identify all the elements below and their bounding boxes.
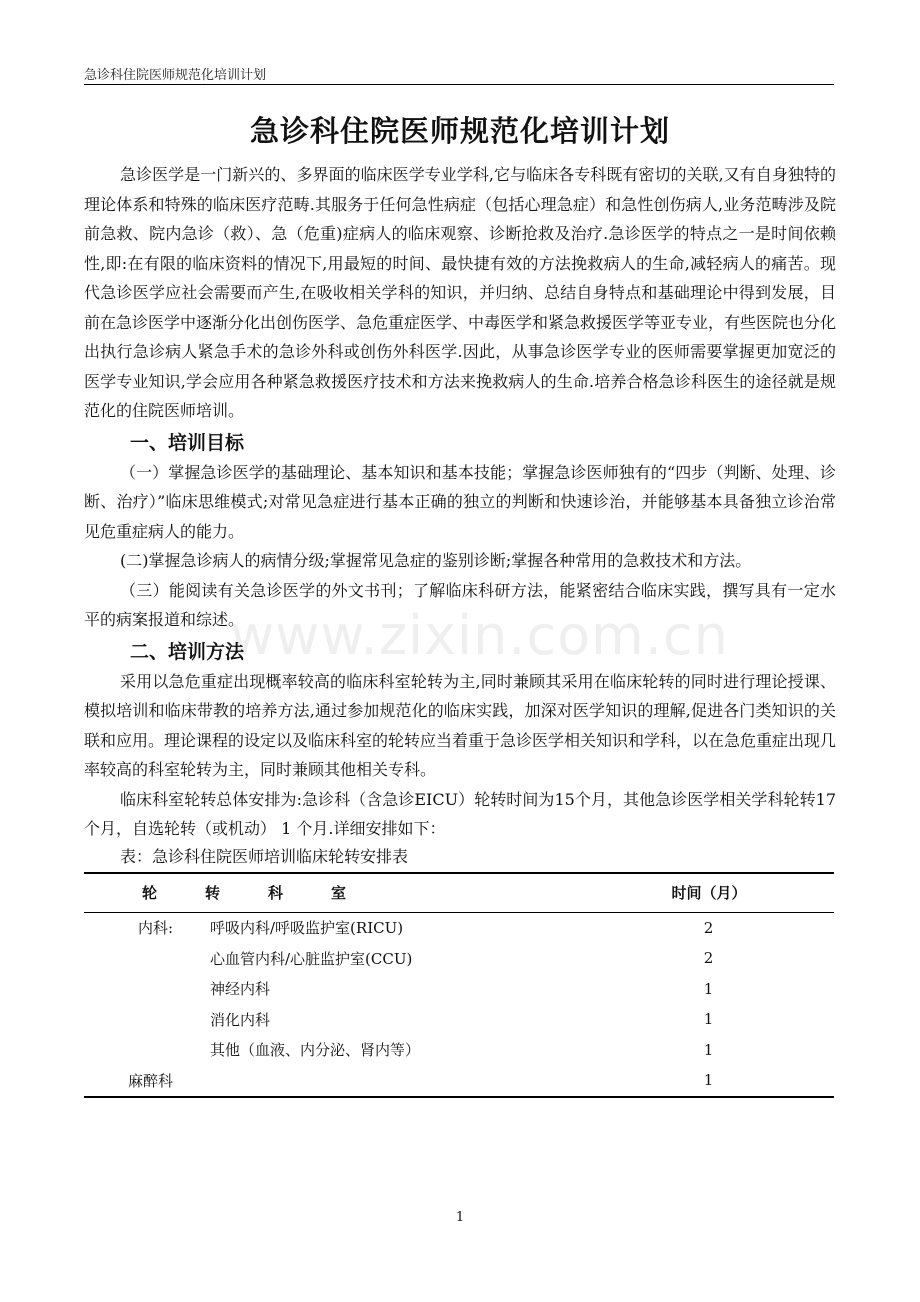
row-department: 其他（血液、内分泌、肾内等）	[210, 1041, 421, 1060]
row-department: 心血管内科/心脏监护室(CCU)	[210, 949, 413, 968]
intro-paragraph: 急诊医学是一门新兴的、多界面的临床医学专业学科,它与临床各专科既有密切的关联,又有自身独特的理论体系和特殊的临床医疗范畴.其服务于任何急性病症（包括心理急症）和急性创伤病人,业务范畴涉及院前急救、院内急诊（救）、急（危重)症病人的临床观察、诊断抢救及治疗.急诊医学的特点之一是时间依赖性,即:在有限的临床资料的情况下,用最短的时间、最快捷有效的方法挽救病人的生命,减轻病人的痛苦。现代急诊医学应社会需要而产生,在吸收相关学科的知识，并归纳、总结自身特点和基础理论中得到发展，目前在急诊医学中逐渐分化出创伤医学、急危重症医学、中毒医学和紧急救援医学等亚专业，有些医院也分化出执行急诊病人紧急手术的急诊外科或创伤外科医学.因此，从事急诊医学专业的医师需要掌握更加宽泛的医学专业知识,学会应用各种紧急救援医疗技术和方法来挽救病人的生命.培养合格急诊科医生的途径就是规范化的住院医师培训。	[84, 165, 837, 420]
header-time: 时间（月）	[583, 873, 834, 913]
goal-item-3: （三）能阅读有关急诊医学的外文书刊；了解临床科研方法，能紧密结合临床实践，撰写具有一定水平的病案报道和综述。	[84, 580, 836, 629]
watermark: www.zixin.com.cn	[230, 604, 729, 667]
header-dept-char: 科	[268, 884, 284, 902]
row-months: 1	[703, 979, 714, 998]
row-department: 消化内科	[210, 1010, 271, 1029]
rotation-table	[84, 872, 834, 1098]
document-title: 急诊科住院医师规范化培训计划	[249, 114, 670, 148]
row-group	[84, 943, 198, 974]
table-row	[84, 943, 834, 974]
table-row	[84, 1035, 834, 1066]
page-number: 1	[455, 1210, 465, 1225]
row-department: 神经内科	[210, 980, 271, 999]
row-months: 1	[703, 1010, 714, 1029]
header-rule	[84, 84, 834, 85]
row-months: 2	[703, 949, 714, 968]
section-heading-goals: 一、培训目标	[130, 431, 245, 454]
row-group: 麻醉科	[128, 1071, 174, 1090]
running-header: 急诊科住院医师规范化培训计划	[84, 68, 267, 83]
row-group	[84, 1004, 198, 1035]
goal-item-2: (二)掌握急诊病人的病情分级;掌握常见急症的鉴别诊断;掌握各种常用的急救技术和方法。	[120, 551, 752, 570]
goal-item-1: （一）掌握急诊医学的基础理论、基本知识和基本技能；掌握急诊医师独有的“四步（判断、处理、诊断、治疗）”临床思维模式;对常见急症进行基本正确的独立的判断和快速诊治，并能够基本具备独立诊治常见危重症病人的能力。	[84, 462, 836, 541]
row-months: 2	[703, 918, 714, 937]
section-heading-methods: 二、培训方法	[130, 640, 245, 663]
row-months: 1	[703, 1040, 714, 1059]
document-body	[84, 106, 836, 1098]
row-group	[84, 1035, 198, 1066]
method-paragraph-2: 临床科室轮转总体安排为:急诊科（含急诊EICU）轮转时间为15个月，其他急诊医学相关学科轮转17个月，自选轮转（或机动） 1 个月.详细安排如下：	[84, 789, 836, 838]
table-header-row	[84, 873, 834, 913]
header-dept-char: 轮	[142, 884, 158, 902]
row-group: 内科:	[138, 919, 174, 938]
row-department: 呼吸内科/呼吸监护室(RICU)	[210, 919, 404, 938]
header-dept-char: 转	[205, 884, 221, 902]
table-caption: 表：急诊科住院医师培训临床轮转安排表	[120, 846, 409, 866]
row-group	[84, 974, 198, 1005]
table-row	[84, 974, 834, 1005]
row-department	[198, 1065, 583, 1097]
method-paragraph-1: 采用以急危重症出现概率较高的临床科室轮转为主,同时兼顾其采用在临床轮转的同时进行理论授课、模拟培训和临床带教的培养方法,通过参加规范化的临床实践，加深对医学知识的理解,促进各门类知识的关联和应用。理论课程的设定以及临床科室的轮转应当着重于急诊医学相关知识和学科，以在急危重症出现几率较高的科室轮转为主，同时兼顾其他相关专科。	[84, 671, 837, 779]
table-row	[84, 912, 834, 943]
table-row	[84, 1065, 834, 1097]
header-dept-char: 室	[331, 884, 347, 902]
table-row	[84, 1004, 834, 1035]
row-months: 1	[703, 1071, 714, 1090]
header-department	[84, 873, 583, 913]
